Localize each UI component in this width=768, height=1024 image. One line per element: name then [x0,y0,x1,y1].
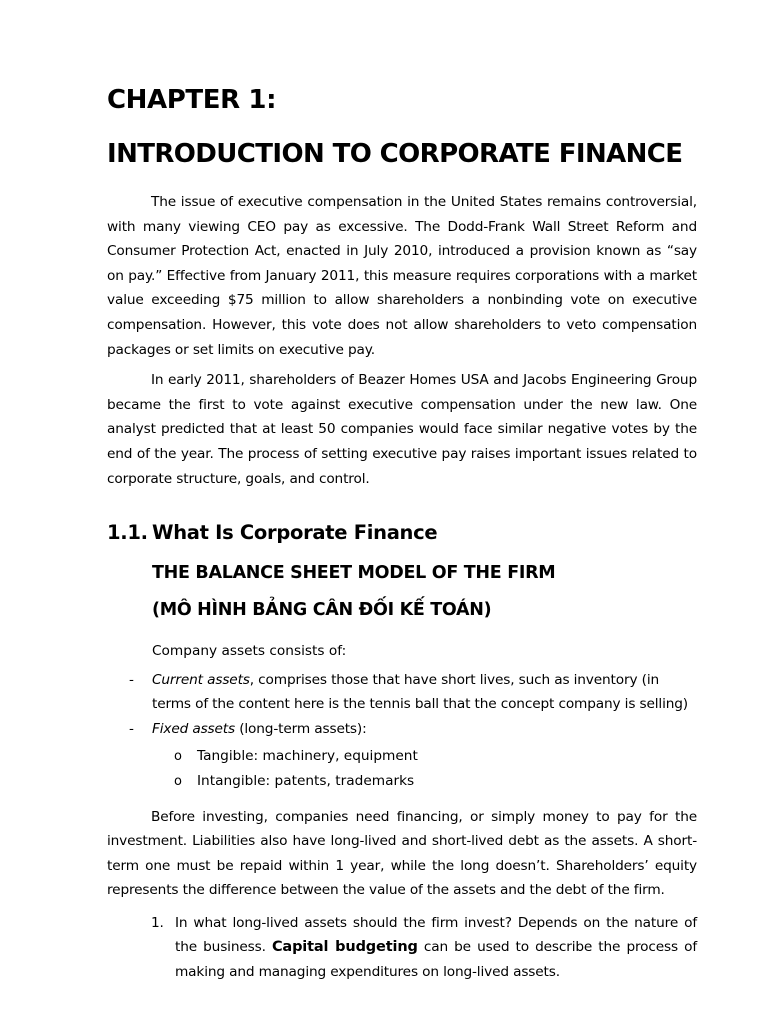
questions-list [107,911,697,985]
chapter-label: CHAPTER 1: [107,85,277,115]
section-number: 1.1. [107,521,148,545]
list-item [107,717,697,742]
current-assets-text: , comprises those that have short lives, such as inventory (in terms of the content here is the tennis ball that the concept company is selling) [152,671,688,713]
circle-bullet: o [174,748,182,764]
subsection-title-vietnamese: (MÔ HÌNH BẢNG CÂN ĐỐI KẾ TOÁN) [152,600,492,621]
list-item [107,668,697,717]
current-assets-term: Current assets [152,671,250,688]
assets-intro: Company assets consists of: [152,643,347,660]
dash-bullet: - [129,720,134,737]
question-number: 1. [151,914,164,931]
list-item [107,911,697,985]
dash-bullet: - [129,671,134,688]
section-heading [107,513,697,553]
section-title: What Is Corporate Finance [152,521,438,545]
financing-paragraph: Before investing, companies need financing, or simply money to pay for the investment. Liabilities also have long-lived and short-lived debt as the assets. A short-term one must be repaid within 1 year, while the long doesn’t. Shareholders’ equity represents the difference between the value of the assets and the debt of the firm. [107,808,697,899]
chapter-title: INTRODUCTION TO CORPORATE FINANCE [107,139,683,169]
list-item [107,769,697,795]
fixed-assets-text: (long-term assets): [235,720,367,737]
assets-list [107,668,697,742]
fixed-asset-item: Tangible: machinery, equipment [197,747,418,764]
question-text-after: can be used to describe the process of making and managing expenditures on long-lived assets. [175,939,698,981]
capital-budgeting-term: Capital budgeting [271,939,418,956]
intro-paragraph-2: In early 2011, shareholders of Beazer Homes USA and Jacobs Engineering Group became the first to vote against executive compensation under the new law. One analyst predicted that at least 50 companies would face similar negative votes by the end of the year. The process of setting executive pay raises important issues related to corporate structure, goals, and control. [107,372,697,487]
fixed-assets-term: Fixed assets [152,720,236,737]
fixed-assets-sublist [107,744,697,795]
fixed-asset-item: Intangible: patents, trademarks [197,773,415,789]
subsection-title: THE BALANCE SHEET MODEL OF THE FIRM [152,563,556,584]
question-text-before: In what long-lived assets should the firm invest? Depends on the nature of the business. [175,914,697,956]
circle-bullet: o [174,774,182,789]
intro-paragraph-1: The issue of executive compensation in the United States remains controversial, with many viewing CEO pay as excessive. The Dodd-Frank Wall Street Reform and Consumer Protection Act, enacted in July 2010, introduced a provision known as “say on pay.” Effective from January 2011, this measure requires corporations with a market value exceeding $75 million to allow shareholders a nonbinding vote on executive compensation. However, this vote does not allow shareholders to veto compensation packages or set limits on executive pay. [107,194,697,358]
list-item [107,744,697,770]
document-page [107,76,697,985]
